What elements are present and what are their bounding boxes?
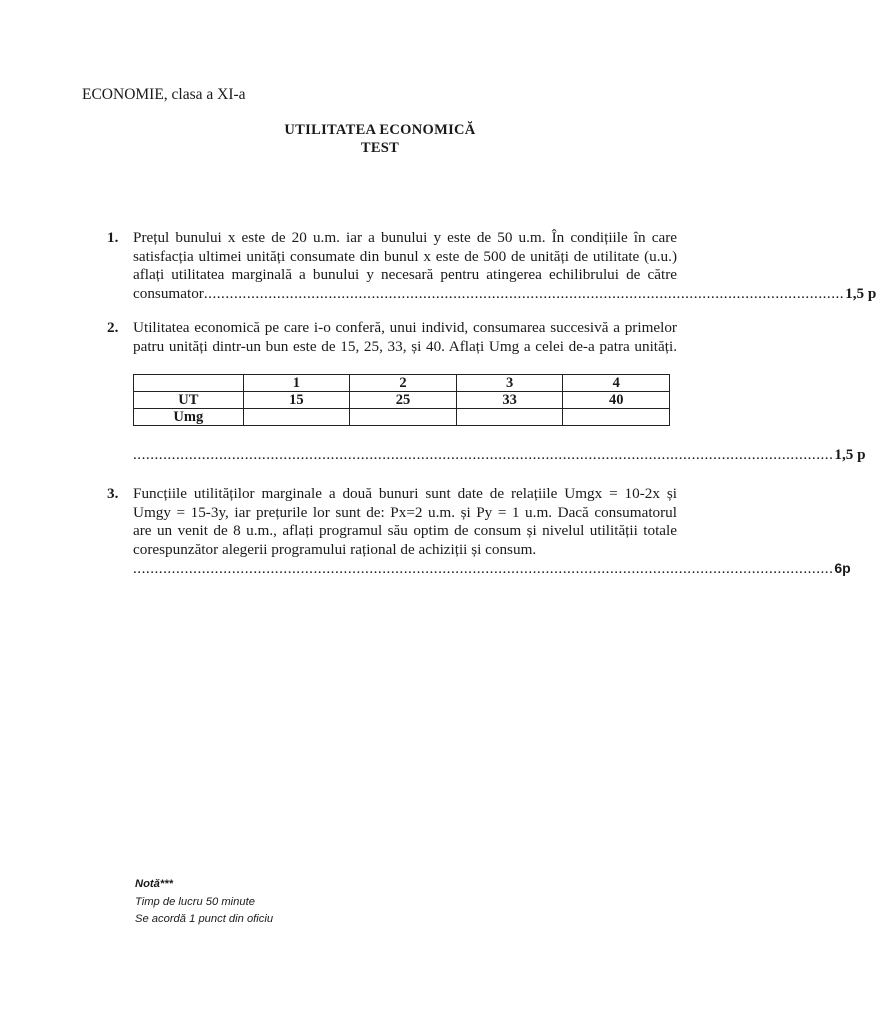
table-row (134, 392, 670, 409)
question-text-line: aflați utilitatea marginală a bunului y necesară pentru atingerea echilibrului de către (133, 266, 677, 284)
answer-leader-line (133, 284, 876, 304)
question-text-line: Umgy = 15-3y, iar prețurile lor sunt de: Px=2 u.m. și Py = 1 u.m. Dacă consumatorul (133, 503, 677, 521)
question-text-line: Utilitatea economică pe care i-o conferă, unui individ, consumarea succesivă a primelor (133, 319, 677, 336)
table-cell: 2 (350, 375, 457, 392)
question-text-line: consumator (133, 284, 204, 302)
answer-leader-line (133, 559, 851, 579)
points-label: 1,5 p (834, 446, 866, 463)
note-title: Notă*** (135, 878, 173, 890)
table-cell: UT (134, 392, 244, 409)
question-number: 2. (107, 319, 119, 336)
table-cell (134, 375, 244, 392)
question-1 (107, 229, 876, 303)
footer-note (135, 876, 273, 929)
table-cell (243, 409, 350, 426)
note-line: Se acordă 1 punct din oficiu (135, 913, 274, 925)
table-cell: 1 (243, 375, 350, 392)
question-number: 3. (107, 485, 119, 502)
table-cell: 33 (456, 392, 563, 409)
table-cell: Umg (134, 409, 244, 426)
utility-table (133, 374, 670, 426)
question-text-line: satisfacția ultimei unități consumate din bunul x este de 500 de unități de utilitate (u.u.) (133, 247, 677, 265)
table-cell (563, 409, 670, 426)
note-line: Timp de lucru 50 minute (135, 895, 255, 908)
table-cell: 4 (563, 375, 670, 392)
table-cell: 15 (243, 392, 350, 409)
question-3 (107, 485, 851, 579)
table-header-row (134, 375, 670, 392)
points-label: 1,5 p (845, 284, 876, 302)
table-cell (456, 409, 563, 426)
subject-header: ECONOMIE, clasa a XI-a (82, 86, 246, 103)
question-text-line: Funcțiile utilităților marginale a două bunuri sunt date de relațiile Umgx = 10-2x și (133, 485, 677, 502)
dotted-leader: ..................................................................................................................................................... (203, 284, 845, 302)
table-cell: 3 (456, 375, 563, 392)
table-cell (350, 409, 457, 426)
question-text-line: are un venit de 8 u.m., aflați programul său optim de consum și nivelul utilității totale (133, 522, 677, 540)
question-text-line: patru unități dintr-un bun este de 15, 25, 33, și 40. Aflați Umg a celei de-a patra unități. (133, 337, 677, 355)
question-text-line: Prețul bunului x este de 20 u.m. iar a bunului y este de 50 u.m. În condițiile în care (133, 229, 677, 246)
question-text-line: corespunzător alegerii programului rațional de achiziții și consum. (133, 540, 537, 558)
dotted-leader: ................................................................................................................................................................... (133, 446, 834, 463)
table-cell: 40 (563, 392, 670, 409)
dotted-leader: ................................................................................................................................................................... (133, 560, 834, 578)
table-row (134, 409, 670, 426)
table-cell: 25 (350, 392, 457, 409)
question-number: 1. (107, 229, 119, 246)
page-subtitle: TEST (360, 140, 400, 156)
page-title: UTILITATEA ECONOMICĂ (284, 122, 476, 138)
answer-leader-line (133, 446, 866, 464)
question-2 (107, 319, 677, 356)
points-label: 6p (834, 560, 851, 577)
